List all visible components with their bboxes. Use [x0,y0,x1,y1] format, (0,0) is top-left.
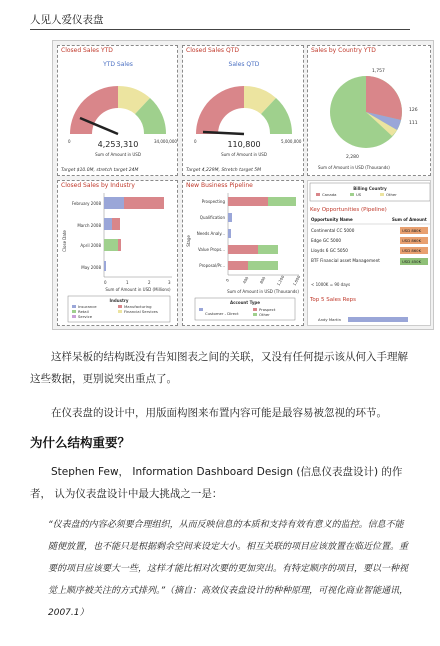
x-axis-label: Sum of Amount in USD (Millions) [105,287,171,292]
bar [248,261,278,270]
legend-swatch [380,193,384,196]
bar [124,197,164,209]
opp-name: Lloyds 6 GC 5050 [311,248,348,253]
legend-swatch [72,305,76,308]
legend-item: Other [386,192,397,197]
row-label: Prospecting [201,199,225,204]
x-tick: 3 [168,280,171,285]
panel-footer: Target 4,229M, Stretch target 5M [186,168,262,173]
gauge-min: 0 [68,139,71,144]
opp-col: Opportunity Name [311,217,353,222]
row-label: March 2008 [77,223,101,228]
row-label: Proposal/Pr... [199,263,225,268]
opp-name: Edge GC 5000 [311,238,342,243]
bar [112,218,120,230]
opp-name: Continental CC 5000 [311,228,355,233]
bar [104,261,106,271]
pipeline-bar-chart [183,181,304,326]
bar [268,197,296,206]
new-business-pipeline-panel [182,180,304,326]
row-label: May 2008 [81,265,101,270]
legend-swatch [199,308,203,311]
bar [228,213,232,222]
x-tick: 1 [126,280,129,285]
opp-title: Key Opportunities (Pipeline) [310,207,387,213]
legend-title: Industry [109,298,129,303]
industry-bar-chart [58,181,178,326]
opp-note: < 1000K = 90 days [311,282,351,287]
pie-label: 126 [409,108,418,113]
panel-title: Closed Sales YTD [61,47,113,54]
bar [118,239,121,251]
rep-bar [348,317,408,322]
gauge-min: 0 [194,139,197,144]
panel-title: Closed Sales QTD [186,47,239,54]
x-tick: 1,200 [275,274,286,287]
bar [228,245,258,254]
legend-swatch [253,313,257,316]
legend-item: Customer - Direct [205,311,239,316]
x-axis-label: Sum of Amount in USD (Thousands) [227,289,299,294]
qtd-gauge [183,46,304,176]
gauge-caption: Sum of Amount in USD [221,152,267,157]
y-axis-label: Close Date [62,230,67,252]
opp-amount: USD 450K [402,259,422,264]
bar [228,229,231,238]
legend-item: US [356,192,362,197]
row-label: February 2008 [71,201,101,206]
bar [258,245,278,254]
bar [104,197,124,209]
gauge-band-low [70,86,118,134]
panel-footer: Target $10.0M, stretch target 24M [61,168,139,173]
x-tick: 400 [241,275,250,285]
opp-amount: USD 860K [402,248,422,253]
gauge-value: 4,253,310 [97,140,139,149]
closed-sales-by-industry-panel [57,180,178,326]
bar [104,218,112,230]
x-tick: 0 [104,280,107,285]
legend-title: Account Type [229,300,261,305]
billing-title: Billing Country [353,186,387,191]
closed-sales-ytd-panel [57,45,178,176]
legend-item: Service [78,314,93,319]
gauge-caption: Sum of Amount in USD [95,152,141,157]
page-header-title: 人见人爱仪表盘 [30,14,104,26]
bar [228,261,248,270]
legend-item: Financial Services [124,309,158,314]
x-tick: 2 [148,280,151,285]
ytd-gauge [58,46,178,176]
gauge-title: YTD Sales [103,61,133,68]
row-label: Needs Analy... [196,231,225,236]
row-label: April 2008 [80,243,101,248]
legend-swatch [316,193,320,196]
dashboard-screenshot [52,40,434,330]
reps-title: Top 5 Sales Reps [310,297,356,303]
header-divider [30,29,410,30]
panel-title: New Business Pipeline [186,182,253,189]
right-info-panel [307,180,431,326]
gauge-title: Sales QTD [228,61,260,68]
legend-item: Insurance [78,304,97,309]
sales-by-country-panel [307,45,431,176]
x-tick: 800 [258,275,267,285]
legend-swatch [118,305,122,308]
paragraph-1: 这样呆板的结构既没有告知图表之间的关联，又没有任何提示该从何入手理解这些数据，更别说突出重点了。 [30,351,408,385]
x-tick: 0 [224,277,231,283]
pie-label: 1,757 [372,69,385,74]
legend-item: Manufacturing [124,304,152,309]
bar [104,239,118,251]
gauge-band-low [196,86,244,134]
legend-swatch [72,310,76,313]
opp-amount: USD 880K [402,228,422,233]
legend-swatch [350,193,354,196]
gauge-max: 34,000,000 [154,139,177,144]
opp-col: Sum of Amount [392,217,427,222]
legend-item: Prospect [259,307,276,312]
legend-swatch [72,315,76,318]
bar [228,197,268,206]
gauge-value: 110,800 [227,140,261,149]
panel-title: Sales by Country YTD [311,47,376,54]
paragraph-2: 在仪表盘的设计中，用版面构图来布置内容可能是最容易被忽视的环节。 [51,407,387,419]
pie-caption: Sum of Amount in USD (Thousands) [318,165,390,170]
legend-swatch [118,310,122,313]
quote-block: “仪表盘的内容必须要合理组织，从而反映信息的本质和支持有效有意义的监控。信息不能随便放置，也不能只是根据剩余空间来设定大小。相互关联的项目应该放置在临近位置。重要的项目应该要大一些，这样才能比相对次要的更加突出。有特定顺序的项目，要以一种视觉上顺序被关注的方式排列。”（摘自：高效仪表盘设计的种种原理，可视化商业智能通讯， 2007.1） [48,520,409,618]
legend-item: Retail [78,309,89,314]
x-tick: 1,600 [291,274,302,287]
legend-item: Canada [322,192,337,197]
pie-label: 111 [409,121,418,126]
opp-name: BTF Financial asset Management [311,258,380,263]
row-label: Value Props... [197,247,225,252]
y-axis-label: Stage [186,235,191,247]
paragraph-3: Stephen Few， Information Dashboard Design (信息仪表盘设计) 的作者， 认为仪表盘设计中最大挑战之一是： [30,466,403,500]
country-pie [308,46,431,176]
row-label: Qualification [199,215,225,220]
legend-swatch [253,308,257,311]
gauge-max: 5,000,000 [281,139,302,144]
panel-title: Closed Sales by Industry [61,182,135,189]
pie-label: 2,280 [346,155,359,160]
section-heading: 为什么结构重要？ [30,435,131,450]
opp-amount: USD 860K [402,238,422,243]
right-info [308,181,431,326]
rep-name: Andy Martin [318,317,341,322]
legend-item: Other [259,312,270,317]
closed-sales-qtd-panel [182,45,304,176]
